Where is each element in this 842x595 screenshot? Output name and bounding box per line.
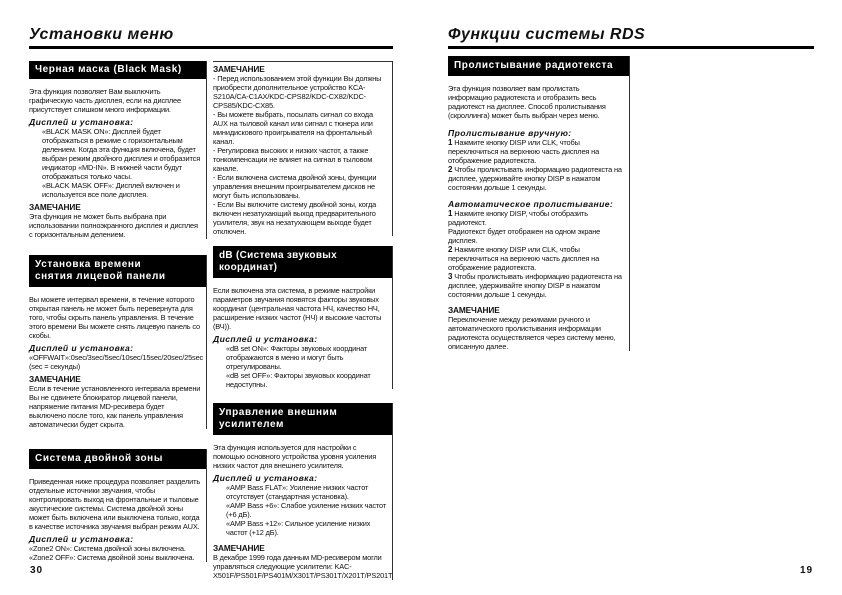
subheading: Дисплей и установка: — [213, 334, 318, 344]
section-dual-zone — [29, 449, 207, 562]
step-body: Нажмите кнопку DISP, чтобы отобразить радиотекст. — [448, 209, 588, 227]
heading-line: снятия лицевой панели — [35, 271, 166, 282]
section-amp — [213, 403, 393, 580]
paragraph: Если включена эта система, в режиме настройки параметров звучания появятся факторы звуковых координат (центральная частота НЧ, качество НЧ, расширение низких частот (НЧ) и высокие частоты (ВЧ)). — [213, 286, 382, 331]
paragraph: Эта функция позволяет Вам выключить графическую часть дисплея, если на дисплее присутствует слишком много информации. — [29, 87, 181, 114]
subheading: Дисплей и установка: — [29, 343, 134, 353]
left-column — [29, 61, 207, 570]
subheading: Дисплей и установка: — [29, 117, 134, 127]
subheading: Автоматическое пролистывание: — [448, 199, 614, 209]
right-column — [448, 56, 630, 359]
step-text — [448, 245, 625, 272]
step-text — [448, 165, 625, 192]
step-number: 2 — [448, 245, 453, 254]
option-text: «Zone2 ON»: Система двойной зоны включена. — [29, 544, 186, 553]
section-db — [213, 246, 393, 389]
step-body: Нажмите кнопку DISP или CLK, чтобы переключиться на верхнюю часть дисплея на отображение радиотекста. — [448, 138, 600, 165]
section-panel-timer — [29, 255, 207, 429]
subheading: Пролистывание вручную: — [448, 128, 572, 138]
option-text: «AMP Bass +6»: Слабое усиление низких частот (+6 дБ). — [226, 501, 387, 519]
middle-column — [213, 61, 393, 588]
right-page-title: Функции системы RDS — [448, 26, 814, 49]
option-text: «Zone2 OFF»: Система двойной зоны выключена. — [29, 553, 195, 562]
note-text: В декабре 1999 года данным MD-ресивером могли управляться следующие усилители: KAC-X501F/PS501F/PS401M/X301T/PS301T/X201T/PS201T. — [213, 553, 394, 580]
step-number: 1 — [448, 209, 453, 218]
section-dual-zone-notes — [213, 61, 393, 236]
subheading: Дисплей и установка: — [213, 473, 318, 483]
option-text: «dB set ON»: Факторы звуковых координат отображаются в меню и могут быть отрегулированы. — [226, 344, 368, 371]
paragraph: Приведенная ниже процедура позволяет разделить отдельные источники звучания, чтобы контролировать выход на фронтальные и тыловые акустические системы. Система двойной зоны может быть включена или выключена только, когда в качестве источника звучания выбран режим AUX. — [29, 477, 201, 531]
section-heading: Система двойной зоны — [29, 449, 206, 469]
note-heading: ЗАМЕЧАНИЕ — [213, 543, 265, 553]
section-heading — [29, 255, 206, 287]
step-number: 1 — [448, 138, 453, 147]
step-text — [448, 209, 625, 227]
section-heading: Пролистывание радиотекста — [448, 56, 629, 76]
note-text: - Если Вы включите систему двойной зоны, когда включен незатухающий выход предварительного усилителя, звук на незатухающем выходе будет отключен. — [213, 200, 377, 236]
paragraph: Эта функция позволяет вам пролистать информацию радиотекста и отобразить весь радиотекст на дисплее. Способ пролистывания (скроллинга) может быть выбран через меню. — [448, 84, 606, 120]
note-heading: ЗАМЕЧАНИЕ — [29, 202, 81, 212]
heading-line: Установка времени — [35, 259, 142, 270]
note-text: - Перед использованием этой функции Вы должны приобрести дополнительное устройство KCA-S210A/CA-C1AX/KDC-CPS82/KDC-CX82/KDC-CPS85/KDC-CX85. — [213, 74, 382, 110]
option-text: «dB set OFF»: Факторы звуковых координат недоступны. — [226, 371, 371, 389]
note-text: Если в течение установленного интервала времени Вы не сдвинете блокиратор лицевой панели, напряжение питания MD-ресивера будет выключено после того, как панель управления автоматически будет скрыта. — [29, 384, 201, 429]
section-heading: dB (Система звуковых координат) — [213, 246, 392, 278]
option-text: «BLACK MASK OFF»: Дисплей включен и используется все поле дисплея. — [42, 181, 180, 199]
note-heading: ЗАМЕЧАНИЕ — [29, 374, 81, 384]
subheading: Дисплей и установка: — [29, 534, 134, 544]
section-heading: Черная маска (Black Mask) — [29, 61, 206, 79]
left-page-title: Установки меню — [29, 26, 393, 49]
section-black-mask — [29, 61, 207, 239]
note-text: - Если включена система двойной зоны, функции управления внешним проигрывателем дисков не могут быть использованы. — [213, 173, 377, 200]
step-body: Чтобы пролистывать информацию радиотекста на дисплее, удерживайте кнопку DISP в нажатом состоянии дольше 1 секунды. — [448, 272, 622, 299]
right-page-number: 19 — [800, 565, 814, 576]
option-text: «BLACK MASK ON»: Дисплей будет отображаться в режиме с горизонтальным делением. Когда эта функция включена, будет выбран режим двойного дисплея и отобразится индикатор «MD-IN». В нижней части будут отображаться только часы. — [42, 127, 201, 181]
step-text: Радиотекст будет отображен на одном экране дисплея. — [448, 227, 601, 245]
step-body: Нажмите кнопку DISP или CLK, чтобы переключиться на верхнюю часть дисплея на отображение радиотекста. — [448, 245, 600, 272]
step-body: Чтобы пролистывать информацию радиотекста на дисплее, удерживайте кнопку DISP в нажатом состоянии дольше 1 секунды. — [448, 165, 622, 192]
paragraph: Эта функция используется для настройки с помощью основного устройства уровня усиления низких частот для внешнего усилителя. — [213, 443, 377, 470]
note-text: Эта функция не может быть выбрана при использовании полноэкранного дисплея и дисплея с горизонтальным делением. — [29, 212, 198, 239]
note-heading: ЗАМЕЧАНИЕ — [448, 305, 500, 315]
option-text: «OFFWAIT»:0sec/3sec/5sec/10sec/15sec/20sec/25sec (sec = секунды) — [29, 353, 204, 371]
option-text: «AMP Bass FLAT»: Усиление низких частот отсутствует (стандартная установка). — [226, 483, 369, 501]
step-number: 2 — [448, 165, 453, 174]
option-text: «AMP Bass +12»: Сильное усиление низких частот (+12 дБ). — [226, 519, 371, 537]
paragraph: Вы можете интервал времени, в течение которого открытая панель не может быть перевернута для того, чтобы скрыть панель управления. В течение этого времени Вы можете снять лицевую панель со скобы. — [29, 295, 200, 340]
step-number: 3 — [448, 272, 453, 281]
step-text — [448, 272, 625, 299]
note-text: Переключение между режимами ручного и автоматического пролистывания информации радиотекста осуществляется через систему меню, описанную далее. — [448, 315, 616, 351]
step-text — [448, 138, 625, 165]
section-radiotext-scroll — [448, 56, 630, 351]
note-text: - Вы можете выбрать, посылать сигнал со входа AUX на тыловой канал или сигнал с тюнера или минидискового проигрывателя на фронтальный канал. — [213, 110, 373, 146]
note-text: - Регулировка высоких и низких частот, а также тонкомпенсации не влияет на сигнал в тыловом канале. — [213, 146, 373, 173]
section-heading: Управление внешним усилителем — [213, 403, 392, 435]
note-heading: ЗАМЕЧАНИЕ — [213, 64, 265, 74]
left-page-number: 30 — [30, 565, 44, 576]
